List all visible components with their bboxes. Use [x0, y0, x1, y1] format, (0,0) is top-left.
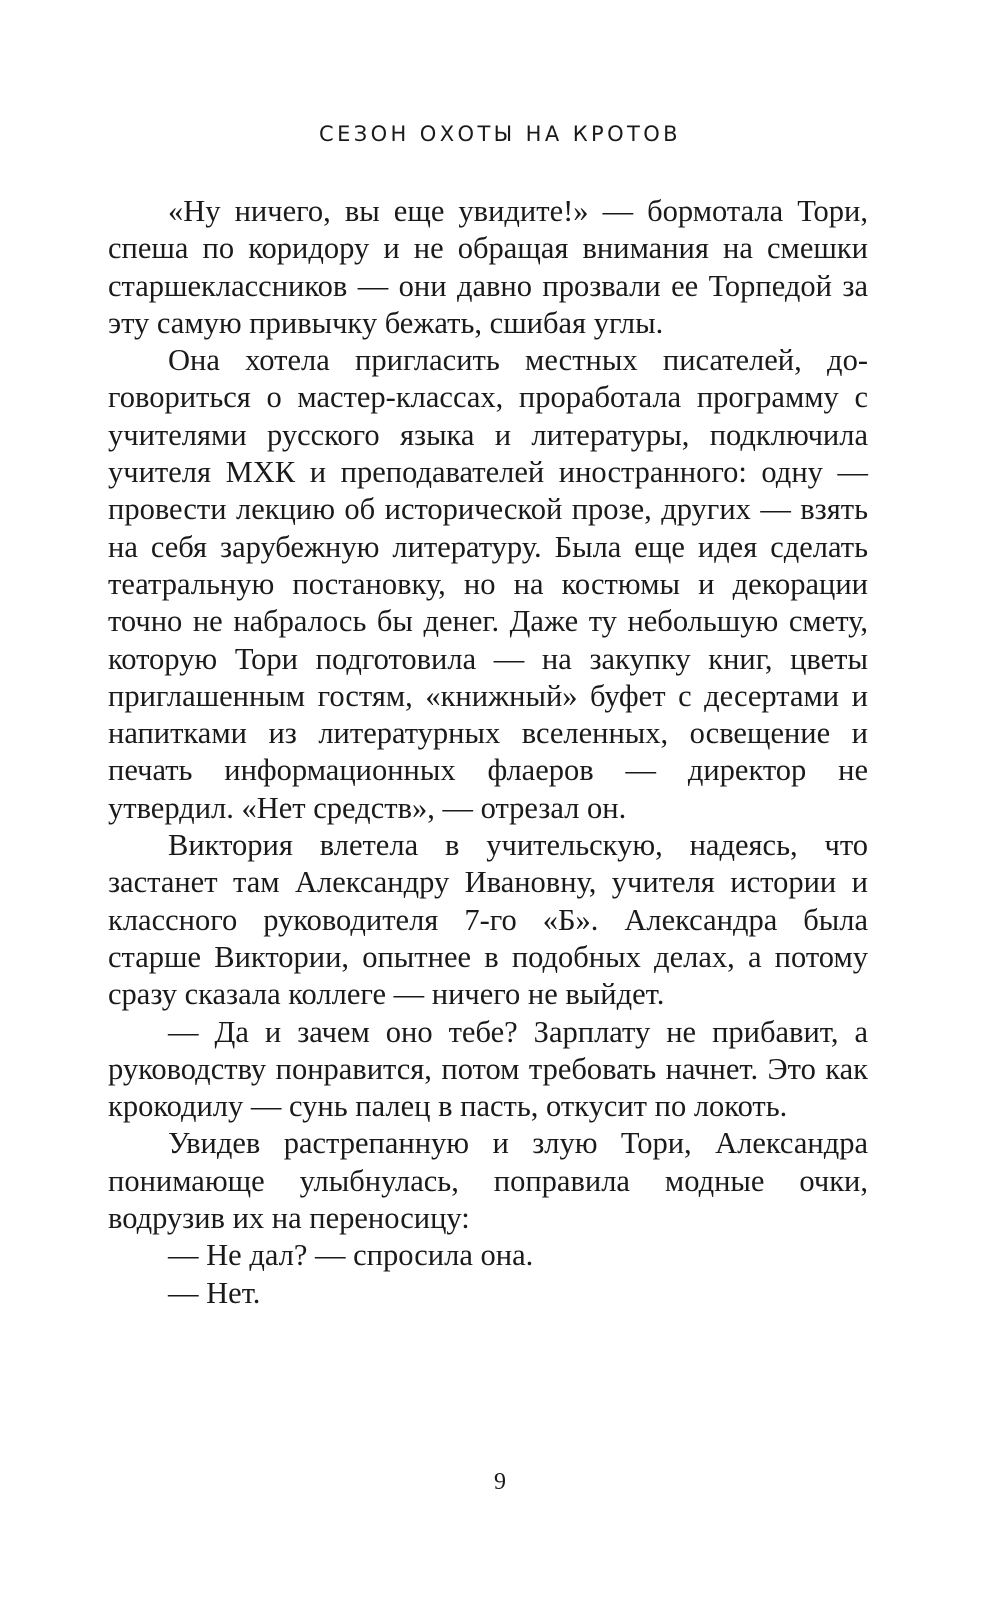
paragraph: Виктория влетела в учительскую, надеясь, что застанет там Александру Ивановну, учителя истории и классного руководителя 7-го «Б». Александра была старше Виктории, опытнее в подобных делах, а потому сразу сказала коллеге — ничего не выйдет.	[108, 828, 868, 1012]
running-head: СЕЗОН ОХОТЫ НА КРОТОВ	[319, 122, 681, 146]
paragraph: — Не дал? — спросила она.	[168, 1238, 534, 1273]
paragraph: — Нет.	[168, 1275, 261, 1310]
paragraph: «Ну ничего, вы еще увидите!» — бормотала Тори, спеша по коридору и не обращая внимания на смешки старшеклассников — они давно прозвали ее Торпедой за эту самую привычку бежать, сшибая углы.	[108, 194, 868, 340]
paragraph: Она хотела пригласить местных писателей, договориться о мастер-классах, проработала программу с учителями русского языка и литературы, подключила учителя МХК и преподавателей иностранного: одну — провести лекцию об исторической прозе, других — взять на себя зарубежную литературу. Была еще идея сделать театральную постановку, но на костюмы и декорации точно не набралось бы денег. Даже ту небольшую смету, которую Тори подготовила — на закупку книг, цветы приглашенным гостям, «книжный» буфет с десертами и напитками из литературных вселенных, освещение и печать информационных флаеров — директор не утвердил. «Нет средств», — отрезал он.	[108, 343, 868, 825]
paragraph: — Да и зачем оно тебе? Зарплату не прибавит, а руководству понравится, потом требовать начнет. Это как крокодилу — сунь палец в пасть, откусит по локоть.	[108, 1014, 868, 1124]
paragraph: Увидев растрепанную и злую Тори, Александра понимающе улыбнулась, поправила модные очки, водрузив их на переносицу:	[108, 1126, 868, 1236]
page-number: 9	[494, 1469, 506, 1495]
body-text	[108, 193, 868, 1312]
